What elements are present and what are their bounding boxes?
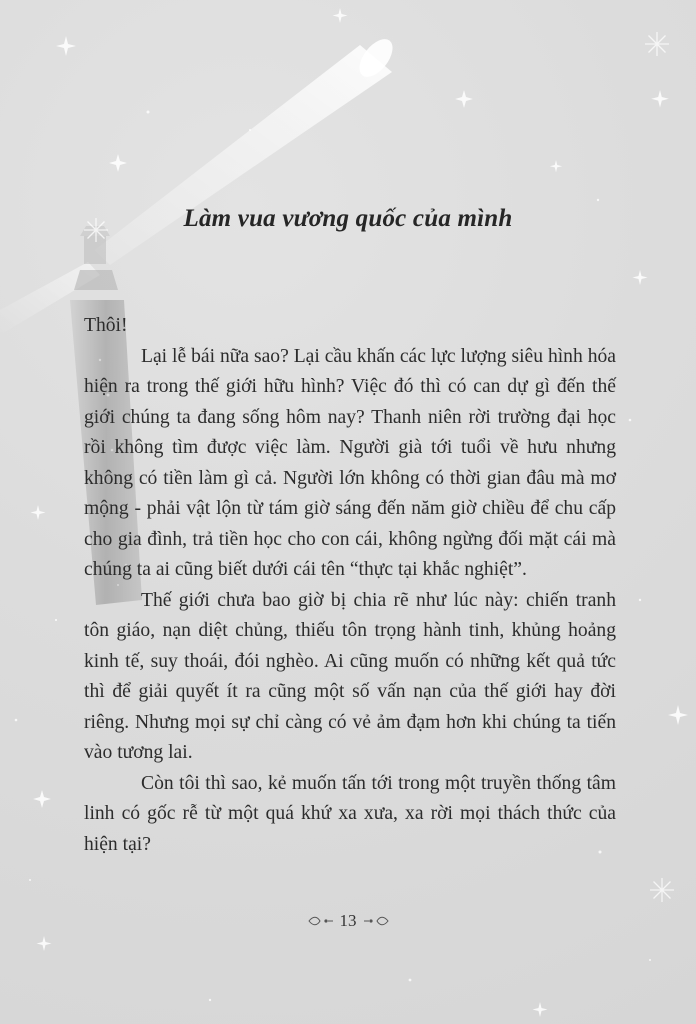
paragraph: Còn tôi thì sao, kẻ muốn tấn tới trong một truyền thống tâm linh có gốc rễ từ một quá khứ xa xưa, xa rời mọi thách thức của hiện tại? bbox=[84, 772, 616, 855]
chapter-title: Làm vua vương quốc của mình bbox=[183, 205, 513, 232]
left-ornament-icon bbox=[308, 915, 334, 927]
body-text bbox=[84, 311, 616, 860]
page-footer bbox=[0, 911, 696, 931]
paragraph: Thôi! bbox=[84, 315, 128, 336]
paragraph: Lại lễ bái nữa sao? Lại cầu khấn các lực lượng siêu hình hóa hiện ra trong thế giới hữu hình? Việc đó thì có can dự gì đến thế giới chúng ta đang sống hôm nay? Thanh niên rời trường đại học rồi không tìm được việc làm. Người già tới tuổi về hưu nhưng không có tiền làm gì cả. Người lớn không có thời gian đâu mà mơ mộng - phải vật lộn từ tám giờ sáng đến năm giờ chiều để chu cấp cho gia đình, trả tiền học cho con cái, không ngừng đối mặt cái mà chúng ta ai cũng biết dưới cái tên “thực tại khắc nghiệt”. bbox=[84, 345, 616, 580]
page-number: 13 bbox=[339, 911, 357, 930]
paragraph: Thế giới chưa bao giờ bị chia rẽ như lúc này: chiến tranh tôn giáo, nạn diệt chủng, thiếu tôn trọng hành tinh, khủng hoảng kinh tế, suy thoái, đói nghèo. Ai cũng muốn có những kết quả tức thì để giải quyết ít ra cũng một số vấn nạn của thế giới hay đời riêng. Nhưng mọi sự chỉ càng có vẻ ảm đạm hơn khi chúng ta tiến vào tương lai. bbox=[84, 589, 616, 763]
right-ornament-icon bbox=[363, 915, 389, 927]
light-beam bbox=[0, 33, 399, 335]
